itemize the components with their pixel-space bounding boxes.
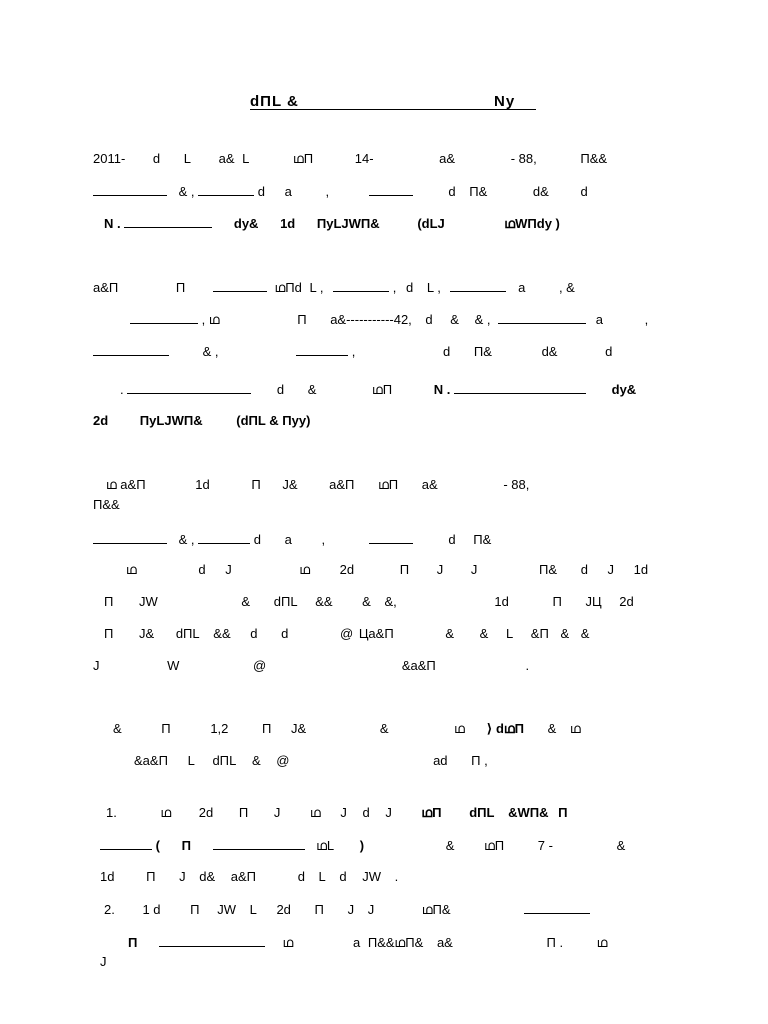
blank-line	[213, 279, 267, 292]
p3-line-5: Π J& dΠL && d d @ Цa&Π & & L &Π & &	[104, 626, 590, 641]
blank-line	[213, 837, 305, 850]
p2-line-3: & , , d Π& d& d	[93, 343, 612, 360]
p2-line-4: . d & ഥΠ N . dy&	[120, 382, 637, 397]
item-1-line-1: 1. ഥ 2d Π J ഥ J d J ഥΠ dΠL &WΠ& Π	[106, 805, 568, 820]
blank-line	[198, 183, 254, 196]
blank-line	[93, 531, 167, 544]
p3-line-4: Π JW & dΠL && & &, 1d Π JЦ 2d	[104, 594, 634, 609]
p3-line-3: ഥ d J ഥ 2d Π J J Π& d J 1d	[126, 562, 649, 577]
blank-line	[333, 279, 389, 292]
p1-line-2: & , d a , d Π& d& d	[93, 183, 588, 200]
blank-line	[296, 343, 348, 356]
blank-line	[93, 343, 169, 356]
p1-line-3: N . dy& 1d ΠyLJWΠ& (dLJ ഥWΠdy )	[104, 216, 560, 231]
item-2-line-1: 2. 1 d Π JW L 2d Π J J ഥΠ&	[104, 901, 590, 918]
item-2-line-3: J	[100, 954, 107, 969]
p2-line-1: a&Π Π ഥΠd L , , d L , a , &	[93, 280, 575, 295]
p4-line-2: &a&Π L dΠL & @ ad Π ,	[134, 753, 488, 768]
title-underline	[250, 109, 536, 110]
blank-line	[130, 311, 198, 324]
p2-line-2: , ഥ Π a&-----------42, d & & , a ,	[130, 311, 648, 328]
blank-line	[450, 279, 506, 292]
blank-line	[369, 531, 413, 544]
document-title-suffix	[494, 94, 515, 110]
blank-line	[127, 381, 251, 394]
p4-line-1: & Π 1,2 Π J& & ഥ ⟩ dഥΠ & ഥ	[113, 721, 581, 736]
blank-line	[498, 311, 586, 324]
blank-line	[524, 901, 590, 914]
blank-line	[93, 183, 167, 196]
p2-line-5: 2d ΠyLJWΠ& (dΠL & Πyy)	[93, 413, 311, 428]
title-text: dΠL &	[250, 93, 299, 110]
p3-line-1: ഥ a&Π 1d Π J& a&Π ഥΠ a& - 88,	[106, 477, 530, 492]
blank-line	[159, 934, 265, 947]
item-1-line-2: ( Π ഥL ) & ഥΠ 7 - &	[100, 837, 625, 854]
p3-line-2: & , d a , d Π&	[93, 531, 491, 548]
item-2-line-2: Π ഥ a Π&&ഥΠ& a& Π . ഥ	[128, 935, 608, 950]
p3-line-6: J W @ &a&Π .	[93, 658, 530, 673]
document-title	[250, 94, 299, 110]
title-suffix-text: Ny	[494, 93, 516, 110]
blank-line	[198, 531, 250, 544]
p1-line-1: 2011- d L a& L ഥΠ 14- a& - 88, Π&&	[93, 151, 608, 166]
blank-line	[100, 837, 152, 850]
blank-line	[454, 381, 586, 394]
p3-line-1b: Π&&	[93, 497, 120, 512]
item-1-line-3: 1d Π J d& a&Π d L d JW .	[100, 869, 399, 884]
blank-line	[369, 183, 413, 196]
blank-line	[124, 215, 212, 228]
